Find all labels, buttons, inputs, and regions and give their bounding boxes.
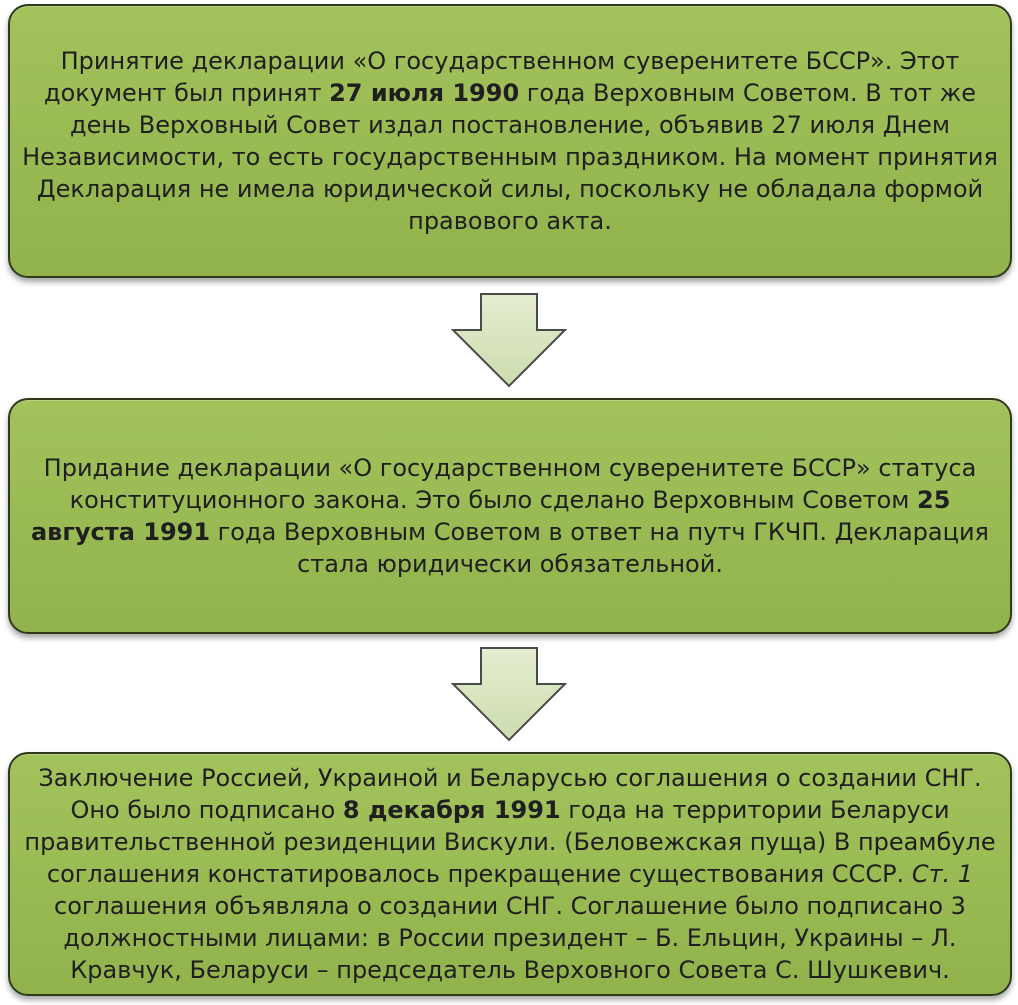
step-box-1	[8, 4, 1012, 278]
down-arrow-icon	[451, 646, 567, 742]
step-date-3: 8 декабря 1991	[342, 796, 561, 824]
step-text-3: Заключение Россией, Украиной и Беларусью соглашения о создании СНГ. Оно было подписано 8 декабря 1991 года на территории Беларуси правительственной резиденции Вискули. (Беловежская пуща) В преамбуле соглашения констатировалось прекращение существования СССР. Ст. 1 соглашения объявляла о создании СНГ. Соглашение было подписано 3 должностными лицами: в России президент – Б. Ельцин, Украины – Л. Кравчук, Беларуси – председатель Верховного Совета С. Шушкевич.	[24, 764, 996, 984]
step-text-1: Принятие декларации «О государственном суверенитете БССР». Этот документ был принят 27 июля 1990 года Верховным Советом. В тот же день Верховный Совет издал постановление, объявив 27 июля Днем Независимости, то есть государственным праздником. На момент принятия Декларация не имела юридической силы, поскольку не обладала формой правового акта.	[22, 47, 998, 235]
article-ref: Ст. 1	[911, 860, 974, 888]
step-date-2: 25 августа 1991	[30, 486, 951, 546]
step-box-2	[8, 398, 1012, 634]
step-text-2: Придание декларации «О государственном суверенитете БССР» статуса конституционного закона. Это было сделано Верховным Советом 25 августа 1991 года Верховным Советом в ответ на путч ГКЧП. Декларация стала юридически обязательной.	[30, 454, 989, 578]
step-box-3	[8, 752, 1012, 996]
step-date-1: 27 июля 1990	[329, 79, 520, 107]
down-arrow-icon	[451, 292, 567, 388]
